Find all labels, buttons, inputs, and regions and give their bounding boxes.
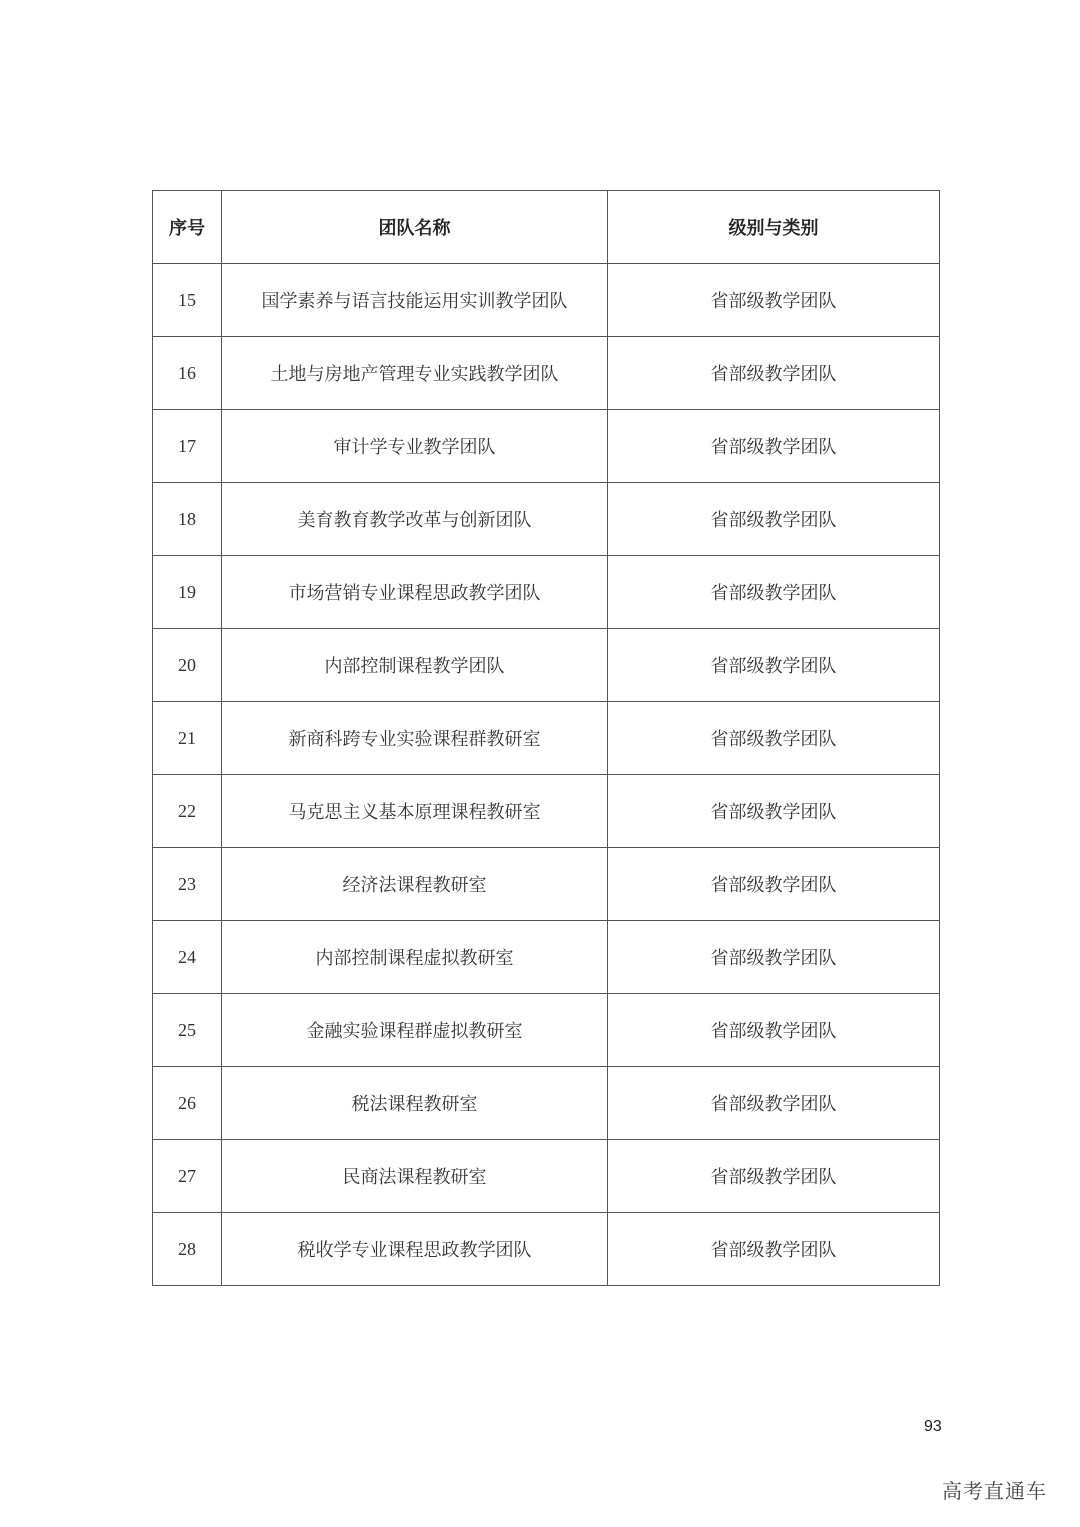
table-row <box>153 264 940 337</box>
row-number: 16 <box>153 337 222 410</box>
team-name: 审计学专业教学团队 <box>222 410 608 483</box>
team-level: 省部级教学团队 <box>608 410 940 483</box>
row-number: 27 <box>153 1140 222 1213</box>
header-no: 序号 <box>153 191 222 264</box>
table-row <box>153 994 940 1067</box>
row-number: 18 <box>153 483 222 556</box>
team-name: 金融实验课程群虚拟教研室 <box>222 994 608 1067</box>
table-row <box>153 337 940 410</box>
table-header-row <box>153 191 940 264</box>
team-level: 省部级教学团队 <box>608 264 940 337</box>
row-number: 21 <box>153 702 222 775</box>
team-name: 税法课程教研室 <box>222 1067 608 1140</box>
row-number: 28 <box>153 1213 222 1286</box>
team-level: 省部级教学团队 <box>608 483 940 556</box>
table-row <box>153 1213 940 1286</box>
team-name: 土地与房地产管理专业实践教学团队 <box>222 337 608 410</box>
teams-table <box>152 190 940 1286</box>
team-name: 税收学专业课程思政教学团队 <box>222 1213 608 1286</box>
row-number: 15 <box>153 264 222 337</box>
row-number: 19 <box>153 556 222 629</box>
table-row <box>153 556 940 629</box>
table-row <box>153 848 940 921</box>
row-number: 17 <box>153 410 222 483</box>
row-number: 24 <box>153 921 222 994</box>
team-level: 省部级教学团队 <box>608 337 940 410</box>
team-level: 省部级教学团队 <box>608 556 940 629</box>
table-row <box>153 1067 940 1140</box>
row-number: 23 <box>153 848 222 921</box>
team-level: 省部级教学团队 <box>608 775 940 848</box>
row-number: 22 <box>153 775 222 848</box>
team-name: 马克思主义基本原理课程教研室 <box>222 775 608 848</box>
header-team-name: 团队名称 <box>222 191 608 264</box>
team-level: 省部级教学团队 <box>608 848 940 921</box>
team-level: 省部级教学团队 <box>608 1067 940 1140</box>
team-level: 省部级教学团队 <box>608 702 940 775</box>
table-row <box>153 483 940 556</box>
team-name: 市场营销专业课程思政教学团队 <box>222 556 608 629</box>
table-row <box>153 702 940 775</box>
row-number: 26 <box>153 1067 222 1140</box>
team-level: 省部级教学团队 <box>608 1140 940 1213</box>
team-name: 国学素养与语言技能运用实训教学团队 <box>222 264 608 337</box>
team-level: 省部级教学团队 <box>608 921 940 994</box>
table-row <box>153 410 940 483</box>
team-level: 省部级教学团队 <box>608 994 940 1067</box>
team-name: 内部控制课程教学团队 <box>222 629 608 702</box>
team-level: 省部级教学团队 <box>608 629 940 702</box>
team-name: 新商科跨专业实验课程群教研室 <box>222 702 608 775</box>
row-number: 20 <box>153 629 222 702</box>
team-level: 省部级教学团队 <box>608 1213 940 1286</box>
table-row <box>153 921 940 994</box>
team-name: 经济法课程教研室 <box>222 848 608 921</box>
team-name: 美育教育教学改革与创新团队 <box>222 483 608 556</box>
watermark: 高考直通车 <box>942 1479 1047 1503</box>
header-level: 级别与类别 <box>608 191 940 264</box>
team-name: 内部控制课程虚拟教研室 <box>222 921 608 994</box>
table-row <box>153 775 940 848</box>
row-number: 25 <box>153 994 222 1067</box>
team-name: 民商法课程教研室 <box>222 1140 608 1213</box>
table-row <box>153 1140 940 1213</box>
table-row <box>153 629 940 702</box>
page-number: 93 <box>924 1418 942 1435</box>
